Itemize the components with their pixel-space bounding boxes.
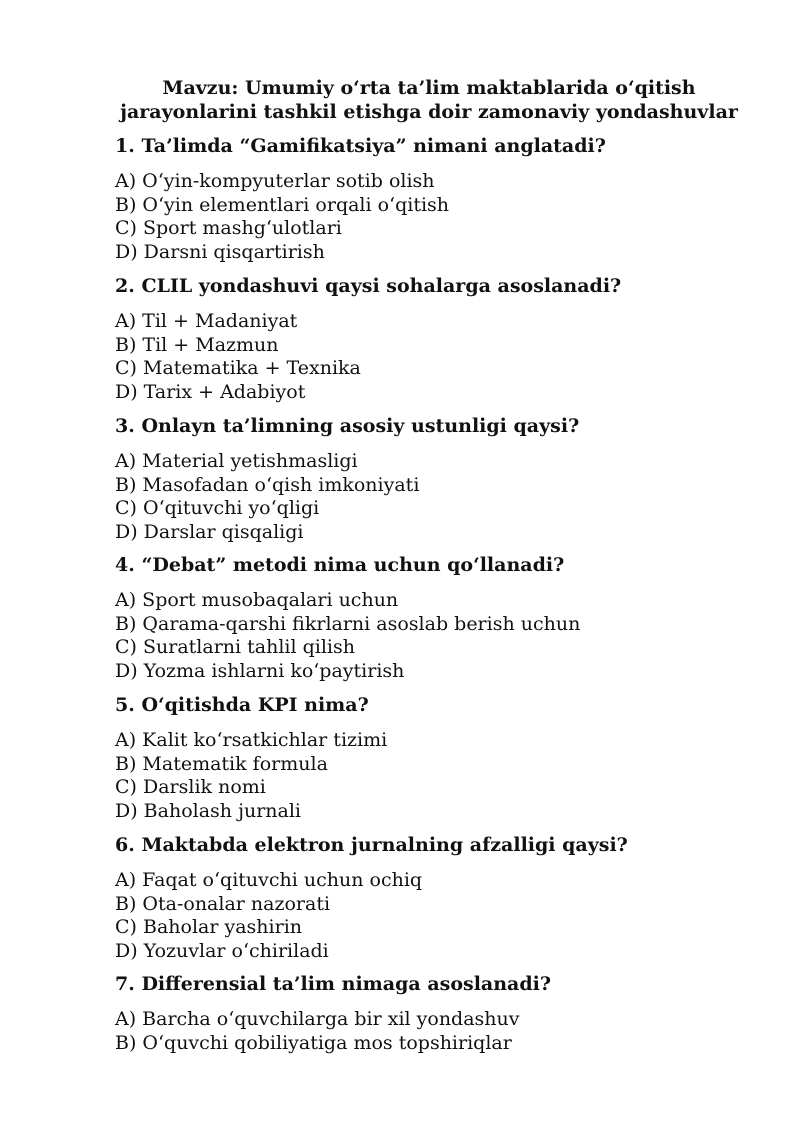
option-list	[115, 450, 775, 544]
question-text: 6. Maktabda elektron jurnalning afzalligi qaysi?	[115, 834, 628, 856]
option-b: B) Matematik formula	[115, 752, 328, 775]
document-title	[0, 76, 800, 124]
option-d: D) Darsni qisqartirish	[115, 240, 325, 263]
option-d: D) Yozma ishlarni ko‘paytirish	[115, 659, 405, 682]
question-text: 5. O‘qitishda KPI nima?	[115, 694, 369, 716]
option-a: A) Kalit ko‘rsatkichlar tizimi	[115, 729, 388, 751]
option-b: B) O‘quvchi qobiliyatiga mos topshiriqlar	[115, 1031, 512, 1054]
title-line-2: jarayonlarini tashkil etishga doir zamonaviy yondashuvlar	[120, 101, 738, 123]
option-d: D) Yozuvlar o‘chiriladi	[115, 939, 329, 962]
option-c: C) O‘qituvchi yo‘qligi	[115, 497, 320, 519]
option-d: D) Tarix + Adabiyot	[115, 380, 306, 403]
question-7	[115, 972, 775, 1055]
option-c: C) Baholar yashirin	[115, 916, 303, 938]
option-b: B) Qarama-qarshi fikrlarni asoslab berish uchun	[115, 612, 581, 635]
option-a: A) Til + Madaniyat	[115, 310, 298, 332]
option-list	[115, 1008, 775, 1055]
option-b: B) Ota-onalar nazorati	[115, 892, 331, 915]
question-text: 7. Differensial ta’lim nimaga asoslanadi?	[115, 973, 551, 995]
option-c: C) Suratlarni tahlil qilish	[115, 636, 355, 658]
option-list	[115, 170, 775, 264]
option-d: D) Darslar qisqaligi	[115, 520, 304, 543]
question-6	[115, 833, 775, 963]
question-1	[115, 134, 775, 264]
option-a: A) Sport musobaqalari uchun	[115, 589, 399, 611]
option-a: A) Barcha o‘quvchilarga bir xil yondashuv	[115, 1008, 520, 1030]
option-list	[115, 729, 775, 823]
option-a: A) Faqat o‘qituvchi uchun ochiq	[115, 869, 423, 891]
option-list	[115, 869, 775, 963]
option-b: B) Til + Mazmun	[115, 333, 279, 356]
option-d: D) Baholash jurnali	[115, 799, 302, 822]
option-c: C) Sport mashg‘ulotlari	[115, 217, 342, 239]
option-c: C) Darslik nomi	[115, 776, 266, 798]
option-a: A) Material yetishmasligi	[115, 450, 358, 472]
question-text: 2. CLIL yondashuvi qaysi sohalarga asoslanadi?	[115, 275, 622, 297]
title-line-1: Mavzu: Umumiy o‘rta ta’lim maktablarida o‘qitish	[162, 77, 696, 99]
question-3	[115, 414, 775, 544]
option-list	[115, 589, 775, 683]
option-c: C) Matematika + Texnika	[115, 357, 361, 379]
question-2	[115, 274, 775, 404]
option-b: B) O‘yin elementlari orqali o‘qitish	[115, 193, 450, 216]
question-4	[115, 553, 775, 683]
option-b: B) Masofadan o‘qish imkoniyati	[115, 473, 420, 496]
option-list	[115, 310, 775, 404]
question-text: 4. “Debat” metodi nima uchun qo‘llanadi?	[115, 554, 565, 576]
question-5	[115, 693, 775, 823]
question-text: 3. Onlayn ta’limning asosiy ustunligi qaysi?	[115, 415, 580, 437]
option-a: A) O‘yin-kompyuterlar sotib olish	[115, 170, 435, 192]
question-text: 1. Ta’limda “Gamifikatsiya” nimani anglatadi?	[115, 135, 606, 157]
